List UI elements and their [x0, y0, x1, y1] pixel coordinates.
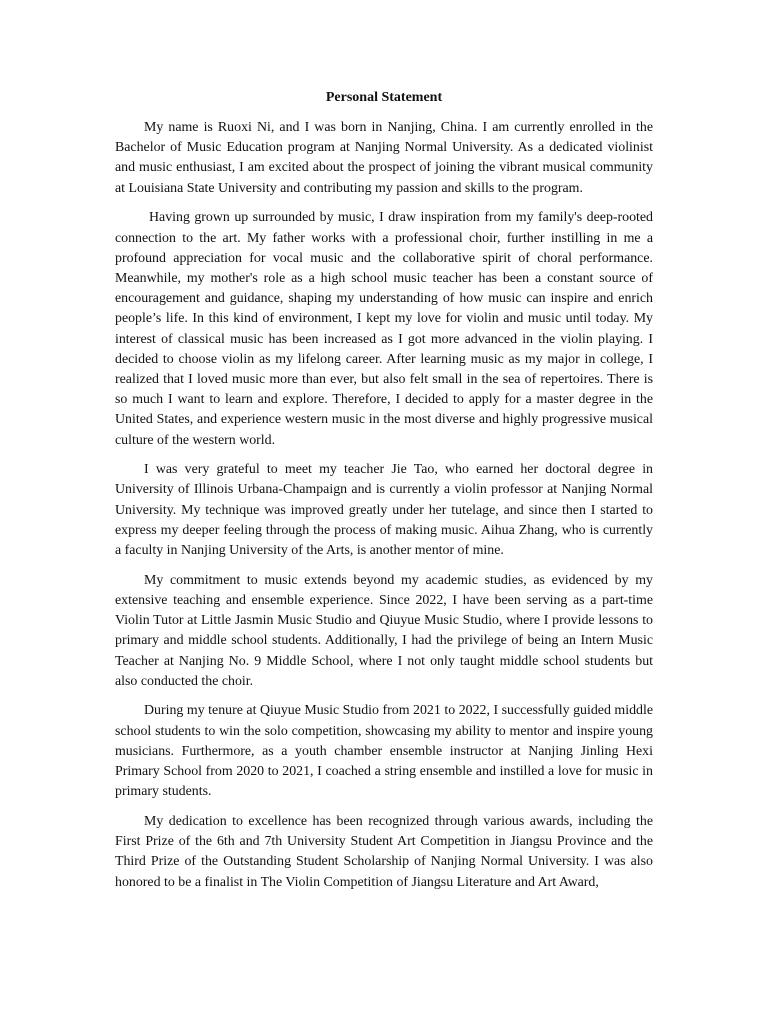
paragraph-awards: My dedication to excellence has been recognized through various awards, including the First Prize of the 6th and 7th University Student Art Competition in Jiangsu Province and the Third Prize of the Outstanding Student Scholarship of Nanjing Normal University. I was also honored to be a finalist in The Violin Competition of Jiangsu Literature and Art Award, [115, 814, 653, 890]
paragraph-teaching-experience: My commitment to music extends beyond my academic studies, as evidenced by my extensive teaching and ensemble experience. Since 2022, I have been serving as a part-time Violin Tutor at Little Jasmin Music Studio and Qiuyue Music Studio, where I provide lessons to primary and middle school students. Additionally, I had the privilege of being an Intern Music Teacher at Nanjing No. 9 Middle School, where I not only taught middle school students but also conducted the choir. [115, 572, 653, 689]
paragraph-introduction: My name is Ruoxi Ni, and I was born in Nanjing, China. I am currently enrolled in the Bachelor of Music Education program at Nanjing Normal University. As a dedicated violinist and music enthusiast, I am excited about the prospect of joining the vibrant musical community at Louisiana State University and contributing my passion and skills to the program. [115, 120, 653, 196]
paragraph-mentors: I was very grateful to meet my teacher Jie Tao, who earned her doctoral degree in University of Illinois Urbana-Champaign and is currently a violin professor at Nanjing Normal University. My technique was improved greatly under her tutelage, and since then I started to express my deeper feeling through the process of making music. Aihua Zhang, who is currently a faculty in Nanjing University of the Arts, is another mentor of mine. [115, 462, 653, 559]
paragraph-studio-tenure: During my tenure at Qiuyue Music Studio from 2021 to 2022, I successfully guided middle school students to win the solo competition, showcasing my ability to mentor and inspire young musicians. Furthermore, as a youth chamber ensemble instructor at Nanjing Jinling Hexi Primary School from 2020 to 2021, I coached a string ensemble and instilled a love for music in primary students. [115, 703, 653, 800]
paragraph-family-background: Having grown up surrounded by music, I draw inspiration from my family's deep-rooted connection to the art. My father works with a professional choir, further instilling in me a profound appreciation for vocal music and the collaborative spirit of choral performance. Meanwhile, my mother's role as a high school music teacher has been a constant source of encouragement and guidance, shaping my understanding of how music can inspire and enrich people’s life. In this kind of environment, I kept my love for violin and music until today. My interest of classical music has been increased as I got more advanced in the violin playing. I decided to choose violin as my lifelong career. After learning music as my major in college, I realized that I loved music more than ever, but also felt small in the sea of repertoires. There is so much I want to learn and explore. Therefore, I decided to apply for a master degree in the United States, and experience western music in the most diverse and highly progressive musical culture of the western world. [115, 210, 653, 448]
document-title: Personal Statement [325, 90, 443, 105]
document-page [115, 88, 653, 902]
